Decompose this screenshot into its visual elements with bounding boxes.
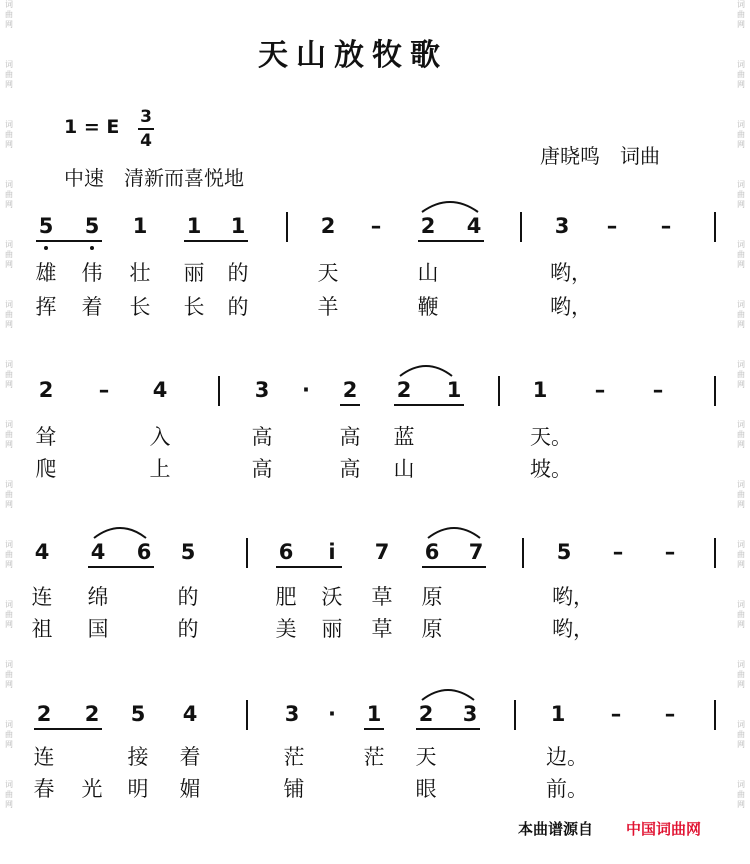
watermark-left-1: 词曲网 <box>5 0 13 29</box>
song-title: 天山放牧歌 <box>258 38 448 73</box>
watermark-right-2: 词曲网 <box>737 60 745 89</box>
watermark-right-8: 词曲网 <box>737 420 745 449</box>
watermark-left-11: 词曲网 <box>5 600 13 629</box>
slur <box>420 686 476 702</box>
lyric-verse-1: 天 <box>317 261 339 285</box>
lyric-verse-2: 长 <box>129 295 151 319</box>
lyric-verse-1: 肥 <box>275 585 297 609</box>
note: 2 <box>396 378 412 402</box>
slur <box>426 524 482 540</box>
lyric-verse-2: 鞭 <box>417 295 439 319</box>
note: – <box>664 540 676 564</box>
watermark-right-4: 词曲网 <box>737 180 745 209</box>
source-link[interactable]: 中国词曲网 <box>626 820 702 838</box>
note: – <box>610 702 622 726</box>
lyric-verse-1: 着 <box>179 745 201 769</box>
lyric-verse-2: 的 <box>227 295 249 319</box>
lyric-verse-1: 茫 <box>283 745 305 769</box>
eighth-underline <box>416 728 480 730</box>
lyric-verse-2: 山 <box>393 457 415 481</box>
lyric-verse-2: 春 <box>33 777 55 801</box>
note: – <box>606 214 618 238</box>
note: – <box>370 214 382 238</box>
lyric-verse-2: 哟， <box>552 617 594 641</box>
note: 2 <box>320 214 336 238</box>
barline <box>714 212 716 242</box>
lyric-verse-1: 茫 <box>363 745 385 769</box>
lyric-verse-2: 眼 <box>415 777 437 801</box>
barline <box>498 376 500 406</box>
note: 3 <box>554 214 570 238</box>
time-signature-bottom: 4 <box>140 131 152 151</box>
note: 6 <box>136 540 152 564</box>
watermark-left-3: 词曲网 <box>5 120 13 149</box>
eighth-underline <box>36 240 102 242</box>
source-note: 本曲谱源自 <box>518 820 594 838</box>
lyric-verse-1: 山 <box>417 261 439 285</box>
slur <box>92 524 148 540</box>
lyric-verse-1: 接 <box>127 745 149 769</box>
low-octave-dot <box>44 246 48 250</box>
watermark-left-10: 词曲网 <box>5 540 13 569</box>
note: 4 <box>182 702 198 726</box>
lyric-verse-2: 媚 <box>179 777 201 801</box>
lyric-verse-1: 哟， <box>550 261 592 285</box>
time-signature <box>138 106 154 152</box>
eighth-underline <box>364 728 384 730</box>
time-signature-top: 3 <box>140 107 152 127</box>
lyric-verse-1: 草 <box>371 585 393 609</box>
key-signature: 1 = E <box>64 116 120 138</box>
note: 2 <box>36 702 52 726</box>
barline <box>714 700 716 730</box>
lyric-verse-1: 绵 <box>87 585 109 609</box>
lyric-verse-1: 入 <box>149 425 171 449</box>
lyric-verse-2: 前。 <box>546 777 588 801</box>
watermark-right-9: 词曲网 <box>737 480 745 509</box>
eighth-underline <box>394 404 464 406</box>
lyric-verse-2: 铺 <box>283 777 305 801</box>
lyric-verse-1: 连 <box>31 585 53 609</box>
eighth-underline <box>422 566 486 568</box>
lyric-verse-1: 的 <box>177 585 199 609</box>
watermark-right-5: 词曲网 <box>737 240 745 269</box>
credits: 唐晓鸣 词曲 <box>540 144 660 168</box>
note: 1 <box>550 702 566 726</box>
note: – <box>98 378 110 402</box>
note: 2 <box>84 702 100 726</box>
watermark-right-6: 词曲网 <box>737 300 745 329</box>
watermark-left-8: 词曲网 <box>5 420 13 449</box>
note: 1 <box>186 214 202 238</box>
lyric-verse-1: 伟 <box>81 261 103 285</box>
slur <box>398 362 454 378</box>
note: 7 <box>374 540 390 564</box>
lyric-verse-2: 着 <box>81 295 103 319</box>
lyric-verse-1: 高 <box>339 425 361 449</box>
note: 1 <box>230 214 246 238</box>
note: – <box>664 702 676 726</box>
lyric-verse-1: 天 <box>415 745 437 769</box>
lyric-verse-2: 高 <box>339 457 361 481</box>
note: 5 <box>130 702 146 726</box>
note: – <box>594 378 606 402</box>
watermark-left-5: 词曲网 <box>5 240 13 269</box>
barline <box>520 212 522 242</box>
watermark-left-4: 词曲网 <box>5 180 13 209</box>
barline <box>522 538 524 568</box>
lyric-verse-1: 蓝 <box>393 425 415 449</box>
lyric-verse-2: 高 <box>251 457 273 481</box>
lyric-verse-2: 原 <box>421 617 443 641</box>
lyric-verse-2: 丽 <box>321 617 343 641</box>
watermark-right-10: 词曲网 <box>737 540 745 569</box>
barline <box>246 538 248 568</box>
lyric-verse-1: 雄 <box>35 261 57 285</box>
lyric-verse-1: 连 <box>33 745 55 769</box>
note: 1 <box>366 702 382 726</box>
watermark-right-11: 词曲网 <box>737 600 745 629</box>
note: 1 <box>132 214 148 238</box>
lyric-verse-2: 哟， <box>550 295 592 319</box>
watermark-right-7: 词曲网 <box>737 360 745 389</box>
note: 3 <box>284 702 300 726</box>
note: · <box>302 378 310 402</box>
note: 2 <box>342 378 358 402</box>
watermark-left-7: 词曲网 <box>5 360 13 389</box>
lyric-verse-1: 壮 <box>129 261 151 285</box>
note: 5 <box>556 540 572 564</box>
watermark-right-12: 词曲网 <box>737 660 745 689</box>
barline <box>514 700 516 730</box>
barline <box>714 376 716 406</box>
eighth-underline <box>276 566 342 568</box>
note: 1 <box>532 378 548 402</box>
lyric-verse-1: 耸 <box>35 425 57 449</box>
note: 3 <box>254 378 270 402</box>
watermark-left-9: 词曲网 <box>5 480 13 509</box>
note: 2 <box>418 702 434 726</box>
watermark-right-1: 词曲网 <box>737 0 745 29</box>
lyric-verse-2: 坡。 <box>530 457 572 481</box>
lyric-verse-1: 哟， <box>552 585 594 609</box>
note: – <box>612 540 624 564</box>
note: 5 <box>84 214 100 238</box>
lyric-verse-1: 边。 <box>546 745 588 769</box>
watermark-right-3: 词曲网 <box>737 120 745 149</box>
lyric-verse-2: 祖 <box>31 617 53 641</box>
eighth-underline <box>34 728 102 730</box>
note: 1 <box>446 378 462 402</box>
lyric-verse-2: 挥 <box>35 295 57 319</box>
lyric-verse-2: 羊 <box>317 295 339 319</box>
note: 5 <box>38 214 54 238</box>
watermark-right-14: 词曲网 <box>737 780 745 809</box>
barline <box>246 700 248 730</box>
lyric-verse-2: 长 <box>183 295 205 319</box>
eighth-underline <box>340 404 360 406</box>
note: 2 <box>420 214 436 238</box>
note: 6 <box>424 540 440 564</box>
note: i <box>328 540 336 564</box>
note: 2 <box>38 378 54 402</box>
eighth-underline <box>418 240 484 242</box>
watermark-left-2: 词曲网 <box>5 60 13 89</box>
eighth-underline <box>184 240 248 242</box>
watermark-left-12: 词曲网 <box>5 660 13 689</box>
lyric-verse-2: 的 <box>177 617 199 641</box>
lyric-verse-2: 爬 <box>35 457 57 481</box>
note: 6 <box>278 540 294 564</box>
note: 4 <box>90 540 106 564</box>
lyric-verse-1: 高 <box>251 425 273 449</box>
watermark-left-13: 词曲网 <box>5 720 13 749</box>
eighth-underline <box>88 566 154 568</box>
lyric-verse-2: 光 <box>81 777 103 801</box>
note: 4 <box>466 214 482 238</box>
barline <box>218 376 220 406</box>
lyric-verse-2: 明 <box>127 777 149 801</box>
note: 3 <box>462 702 478 726</box>
watermark-right-13: 词曲网 <box>737 720 745 749</box>
lyric-verse-2: 上 <box>149 457 171 481</box>
lyric-verse-1: 沃 <box>321 585 343 609</box>
note: 4 <box>152 378 168 402</box>
lyric-verse-2: 美 <box>275 617 297 641</box>
note: – <box>660 214 672 238</box>
note: · <box>328 702 336 726</box>
barline <box>286 212 288 242</box>
lyric-verse-1: 天。 <box>530 425 572 449</box>
note: – <box>652 378 664 402</box>
lyric-verse-2: 国 <box>87 617 109 641</box>
lyric-verse-1: 的 <box>227 261 249 285</box>
note: 5 <box>180 540 196 564</box>
watermark-left-6: 词曲网 <box>5 300 13 329</box>
barline <box>714 538 716 568</box>
watermark-left-14: 词曲网 <box>5 780 13 809</box>
slur <box>420 198 480 214</box>
note: 7 <box>468 540 484 564</box>
tempo-marking: 中速 清新而喜悦地 <box>64 166 244 190</box>
lyric-verse-1: 原 <box>421 585 443 609</box>
low-octave-dot <box>90 246 94 250</box>
lyric-verse-2: 草 <box>371 617 393 641</box>
note: 4 <box>34 540 50 564</box>
lyric-verse-1: 丽 <box>183 261 205 285</box>
